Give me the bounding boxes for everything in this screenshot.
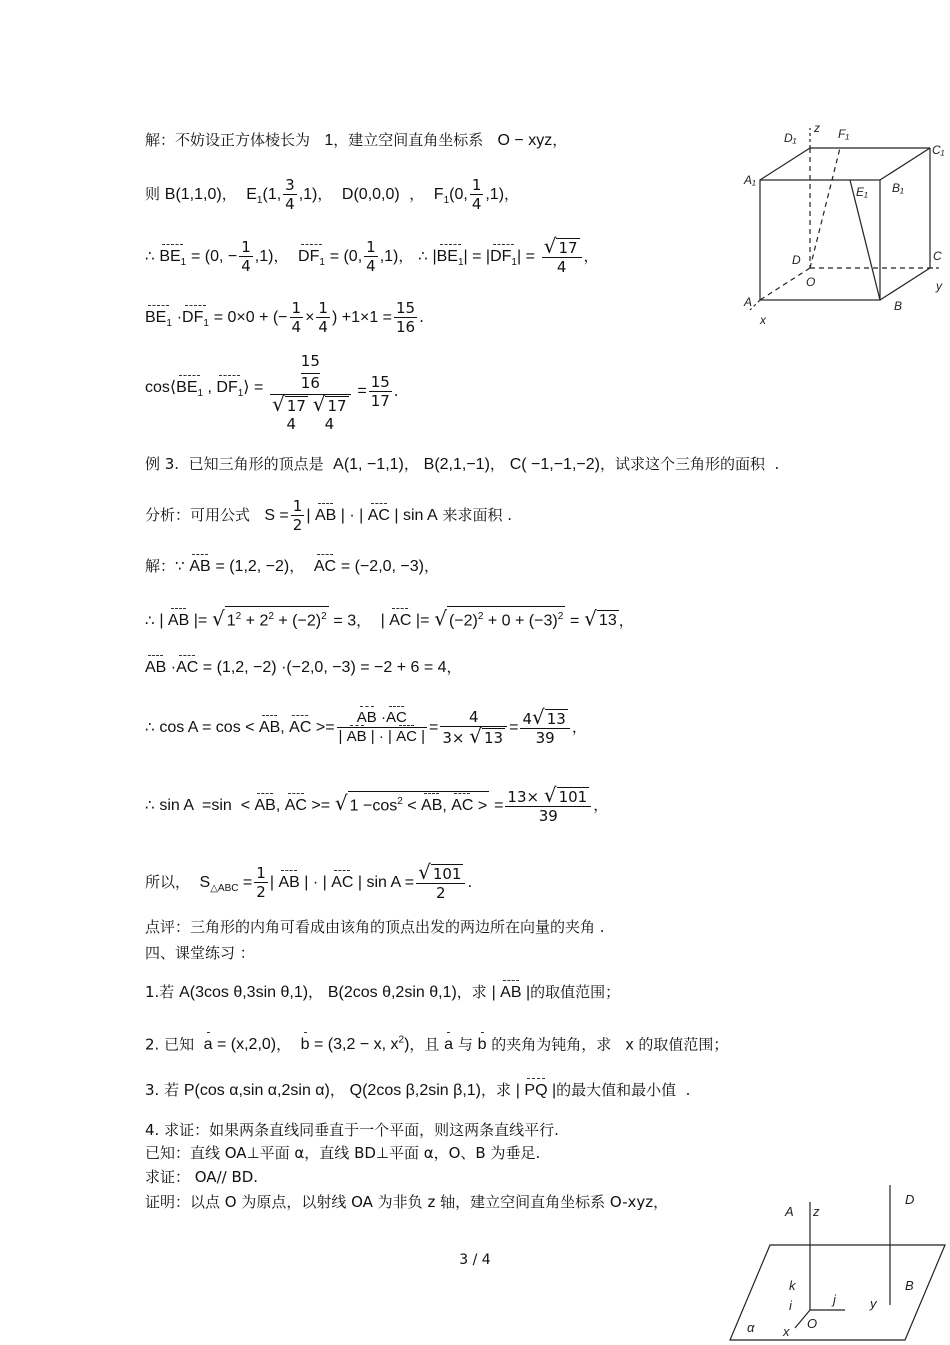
cube-label-b1: B₁ xyxy=(892,181,904,195)
cube-label-f1: F₁ xyxy=(838,127,850,141)
proof-line: 证明：以点 O 为原点，以射线 OA 为非负 z 轴，建立空间直角坐标系 O-xyz， xyxy=(145,1193,669,1211)
cube-label-a1: A₁ xyxy=(744,173,756,187)
analysis-line: 分析：可用公式 S = $\frac{1}{2}$ | AB | · | AC | sin A 来求面积 . xyxy=(145,497,512,534)
page-number: 3 / 4 xyxy=(459,1252,491,1268)
exercise-heading: 四、课堂练习 ： xyxy=(145,944,255,962)
plane-label-z: z xyxy=(813,1204,820,1219)
plane-label-a: A xyxy=(785,1204,794,1219)
plane-label-alpha: α xyxy=(747,1320,755,1335)
area-result: 所以， $S_{\triangle ABC}$ = $\frac{1}{2}$ | AB | · | AC | sin A = $\frac{√ 101}{2}$ . xyxy=(145,860,473,902)
cosine-line: $\cos⟨BE_1$ , $DF_1⟩$ = 15 16 √ 17 √ 17 4 4 = $\frac{15}{17}$ . xyxy=(145,352,399,433)
cube-label-z: z xyxy=(814,121,820,135)
cube-label-a: A xyxy=(744,295,753,309)
coordinates-line: 则 B(1,1,0)， $E_1(1$, $\frac{3}{4}$ ,1)， D(0,0,0) ， $F_1(0$, $\frac{1}{4}$ ,1)， xyxy=(145,176,520,213)
cube-label-b: B xyxy=(894,299,903,313)
cube-label-c1: C₁ xyxy=(932,143,945,157)
plane-label-d: D xyxy=(905,1192,915,1207)
given-line: 已知：直线 OA⊥平面 α，直线 BD⊥平面 α，O、B 为垂足. xyxy=(145,1144,541,1162)
plane-label-j: j xyxy=(833,1292,836,1307)
solution-intro: 解：不妨设正方体棱长为 1，建立空间直角坐标系 O − xyz， xyxy=(145,131,568,149)
cube-figure xyxy=(740,120,945,330)
cube-label-x: x xyxy=(760,313,766,327)
example-3: 例 3. 已知三角形的顶点是 A(1, −1,1)， B(2,1,−1)， C( −1,−1,−2)，试求这个三角形的面积 . xyxy=(145,455,780,473)
dot-product-line: $BE_1 \cdot DF_1 = 0\times 0$ + (− $\frac{1}{4}$ × $\frac{1}{4}$ ) +1×1 = $\frac{15}{16}$ . xyxy=(145,299,424,336)
dot-product-ab-ac: AB ·AC = (1,2, −2) ·(−2,0, −3) = −2 + 6 = 4， xyxy=(145,658,462,676)
comment-line: 点评：三角形的内角可看成由该角的顶点出发的两边所在向量的夹角 . xyxy=(145,918,605,936)
plane-label-y: y xyxy=(870,1296,877,1311)
exercise-3: 3. 若 P(cos α,sin α,2sin α)， Q(2cos β,2sin β,1)，求 | PQ |的最大值和最小值 . xyxy=(145,1081,691,1099)
exercise-4: 4. 求证：如果两条直线同垂直于一个平面，则这两条直线平行. xyxy=(145,1121,559,1139)
plane-label-i: i xyxy=(789,1298,792,1313)
magnitudes-line: ∴ | AB |= √ $1^2 + 2^2 + (-2)^2 = 3$， | AC |= √ $(-2)^2 + 0 + (-3)^2$ = √ 13 ， xyxy=(145,606,634,631)
plane-label-x: x xyxy=(783,1324,790,1339)
cube-label-y: y xyxy=(936,279,942,293)
prove-line: 求证： OA// BD. xyxy=(145,1168,259,1186)
cos-a-line: ∴ cos A = cos < AB, AC >= $\frac{AB \cdot AC}{| AB | \cdot | AC |}$ = $\frac{4}{3\times √ 13}$ = $\frac{4√ 13}{39}$ ， xyxy=(145,705,587,748)
plane-label-b: B xyxy=(905,1278,914,1293)
solution-vectors: 解：∵ AB = (1,2, −2)， AC = (−2,0, −3)， xyxy=(145,557,440,575)
plane-figure xyxy=(725,1180,950,1345)
cube-label-d: D xyxy=(792,253,801,267)
cube-label-c: C xyxy=(933,249,942,263)
sin-a-line: ∴ sin A =sin < AB, AC >= √ $1 -\cos^2$ < AB, AC > = $\frac{13\times √ 101}{39}$ ， xyxy=(145,783,609,825)
vectors-line: ∴ $BE_1 = (0$, − $\frac{1}{4}$ ,1)， $DF_1 = (0$, $\frac{1}{4}$ ,1)， ∴ $|BE_1| = |DF_1|$ = $\frac{√ 17}{4}$ ， xyxy=(145,234,599,276)
plane-label-k: k xyxy=(789,1278,796,1293)
cube-label-e1: E₁ xyxy=(856,185,868,199)
cube-label-o: O xyxy=(806,275,816,289)
plane-label-o: O xyxy=(807,1316,818,1331)
exercise-1: 1.若 A(3cos θ,3sin θ,1)， B(2cos θ,2sin θ,1)，求 | AB |的取值范围； xyxy=(145,983,621,1001)
cube-label-d1: D₁ xyxy=(784,131,797,145)
exercise-2: 2. 已知 a = (x,2,0)， b = (3,2 − x, $x^2$)，且 a 与 b 的夹角为钝角，求 x 的取值范围； xyxy=(145,1035,729,1054)
